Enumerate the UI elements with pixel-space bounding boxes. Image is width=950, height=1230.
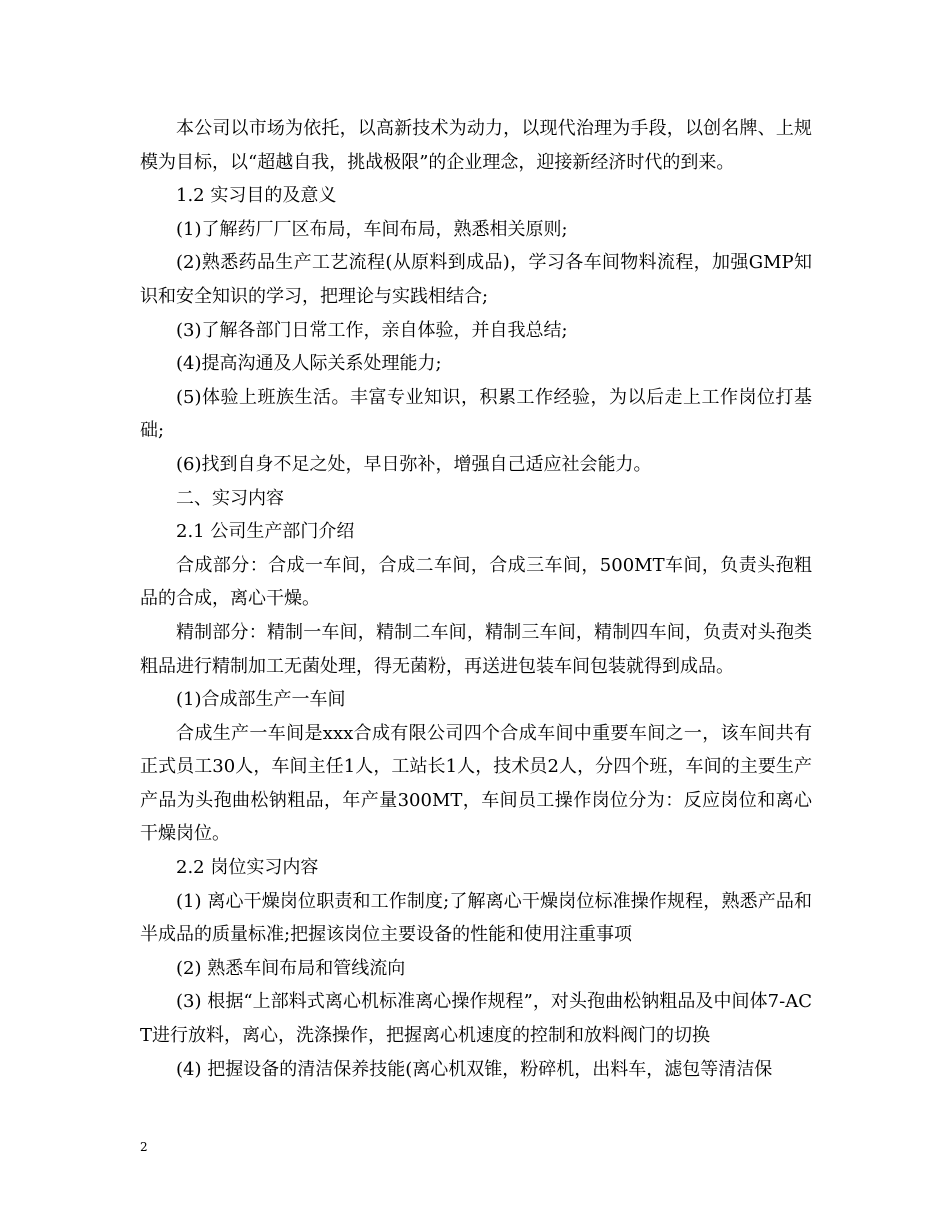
paragraph-workshop-1-detail: 合成生产一车间是xxx合成有限公司四个合成车间中重要车间之一，该车间共有正式员工30人，车间主任1人，工站长1人，技术员2人，分四个班，车间的主要生产产品为头孢曲松钠粗品，年产量300MT，车间员工操作岗位分为：反应岗位和离心干燥岗位。 — [140, 722, 812, 845]
list-item-3: (3)了解各部门日常工作，亲自体验，并自我总结; — [176, 319, 568, 341]
paragraph-synthesis: 合成部分：合成一车间，合成二车间，合成三车间，500MT车间，负责头孢粗品的合成，离心干燥。 — [140, 554, 812, 610]
list-item-1: (1)了解药厂厂区布局，车间布局，熟悉相关原则; — [176, 218, 568, 240]
subheading-workshop-1: (1)合成部生产一车间 — [176, 689, 346, 711]
heading-section-2: 二、实习内容 — [176, 487, 284, 509]
body-text — [140, 112, 812, 1086]
heading-1-2-purpose: 1.2 实习目的及意义 — [176, 185, 337, 207]
list-item-2: (2)熟悉药品生产工艺流程(从原料到成品)，学习各车间物料流程，加强GMP知识和安全知识的学习，把理论与实践相结合; — [140, 252, 812, 307]
job-item-2: (2) 熟悉车间布局和管线流向 — [176, 957, 406, 979]
paragraph-refining: 精制部分：精制一车间，精制二车间，精制三车间，精制四车间，负责对头孢类粗品进行精制加工无菌处理，得无菌粉，再送进包装车间包装就得到成品。 — [140, 621, 812, 677]
list-item-5: (5)体验上班族生活。丰富专业知识，积累工作经验，为以后走上工作岗位打基础; — [140, 386, 812, 442]
job-item-3: (3) 根据“上部料式离心机标准离心操作规程”，对头孢曲松钠粗品及中间体7-ACT进行放料，离心，洗涤操作，把握离心机速度的控制和放料阀门的切换 — [140, 991, 812, 1047]
job-item-4: (4) 把握设备的清洁保养技能(离心机双锥，粉碎机，出料车，滤包等清洁保 — [176, 1058, 773, 1080]
heading-2-1-departments: 2.1 公司生产部门介绍 — [176, 521, 355, 543]
job-item-1: (1) 离心干燥岗位职责和工作制度;了解离心干燥岗位标准操作规程，熟悉产品和半成品的质量标准;把握该岗位主要设备的性能和使用注重事项 — [140, 890, 812, 946]
list-item-4: (4)提高沟通及人际关系处理能力; — [176, 353, 442, 375]
list-item-6: (6)找到自身不足之处，早日弥补，增强自己适应社会能力。 — [176, 453, 652, 475]
paragraph-company-mission: 本公司以市场为依托，以高新技术为动力，以现代治理为手段，以创名牌、上规模为目标，以“超越自我，挑战极限”的企业理念，迎接新经济时代的到来。 — [140, 118, 812, 173]
page-number: 2 — [140, 1140, 148, 1154]
heading-2-2-job-content: 2.2 岗位实习内容 — [176, 857, 319, 879]
